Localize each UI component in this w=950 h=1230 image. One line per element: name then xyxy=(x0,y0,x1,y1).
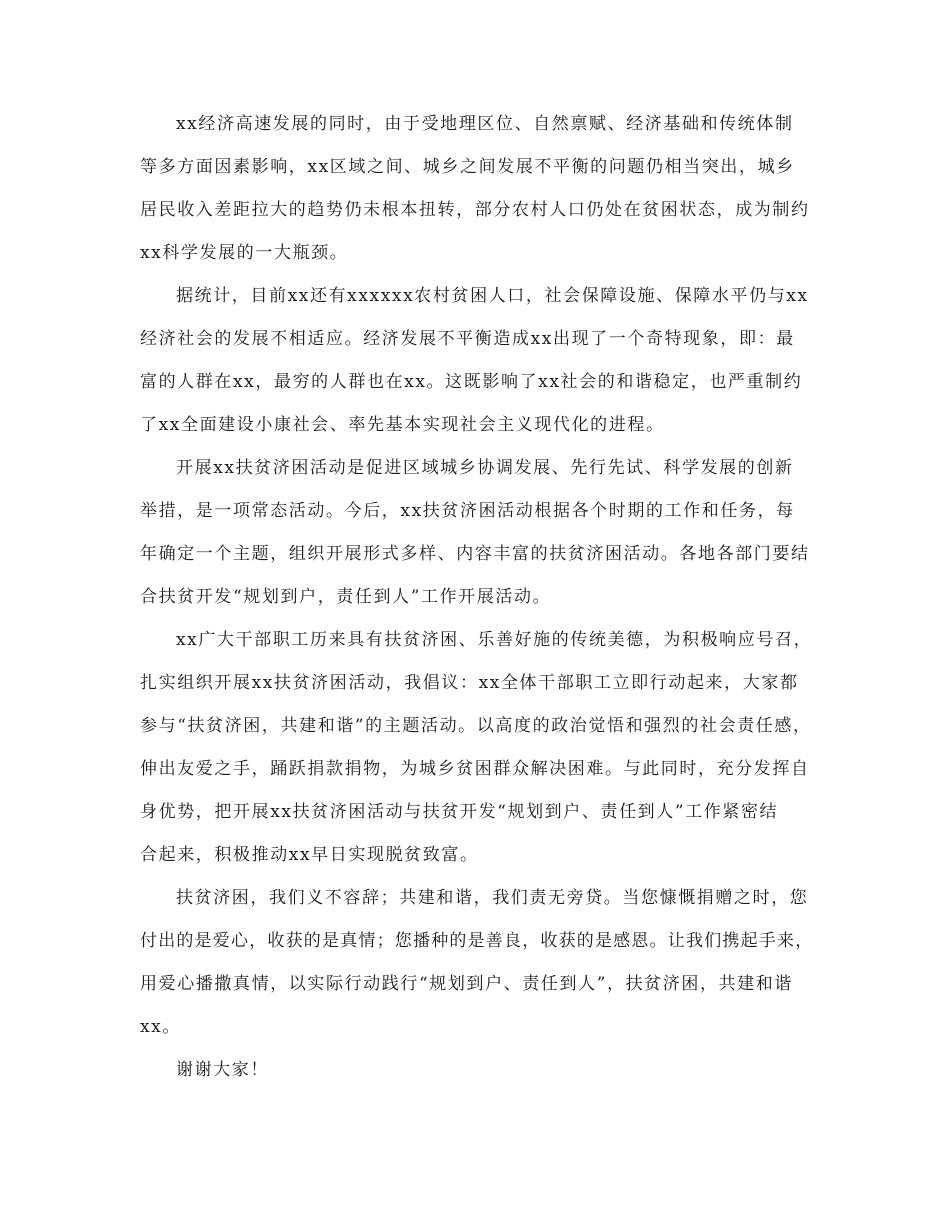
text-line: 付出的是爱心，收获的是真情；您播种的是善良，收获的是感恩。让我们携起手来， xyxy=(140,931,814,951)
text-line: 合扶贫开发“规划到户，责任到人”工作开展活动。 xyxy=(140,587,552,607)
text-line: 了xx全面建设小康社会、率先基本实现社会主义现代化的进程。 xyxy=(140,415,665,435)
text-line: 合起来，积极推动xx早日实现脱贫致富。 xyxy=(140,845,479,865)
text-line: 身优势，把开展xx扶贫济困活动与扶贫开发“规划到户、责任到人”工作紧密结 xyxy=(140,802,779,822)
text-line: xx科学发展的一大瓶颈。 xyxy=(140,243,349,263)
text-line: 富的人群在xx，最穷的人群也在xx。这既影响了xx社会的和谐稳定，也严重制约 xyxy=(140,372,803,392)
text-line: 据统计，目前xx还有xxxxxx农村贫困人口，社会保障设施、保障水平仍与xx xyxy=(176,286,809,306)
text-line: 居民收入差距拉大的趋势仍未根本扭转，部分农村人口仍处在贫困状态，成为制约 xyxy=(140,200,810,220)
text-line: 举措，是一项常态活动。今后，xx扶贫济困活动根据各个时期的工作和任务，每 xyxy=(140,501,795,521)
text-line: 扎实组织开展xx扶贫济困活动，我倡议：xx全体干部职工立即行动起来，大家都 xyxy=(140,673,799,693)
text-line: 等多方面因素影响，xx区域之间、城乡之间发展不平衡的问题仍相当突出，城乡 xyxy=(140,157,795,177)
text-line: 伸出友爱之手，踊跃捐款捐物，为城乡贫困群众解决困难。与此同时，充分发挥自 xyxy=(140,759,810,779)
text-line: 年确定一个主题，组织开展形式多样、内容丰富的扶贫济困活动。各地各部门要结 xyxy=(140,544,810,564)
text-line: 开展xx扶贫济困活动是促进区域城乡协调发展、先行先试、科学发展的创新 xyxy=(176,458,794,478)
text-line: xx经济高速发展的同时，由于受地理区位、自然禀赋、经济基础和传统体制 xyxy=(176,114,794,134)
text-line: 用爱心播撒真情，以实际行动践行“规划到户、责任到人”，扶贫济困，共建和谐 xyxy=(140,974,793,994)
closing-line: 谢谢大家！ xyxy=(176,1060,269,1080)
text-line: 参与“扶贫济困，共建和谐”的主题活动。以高度的政治觉悟和强烈的社会责任感， xyxy=(140,716,812,736)
text-line: 经济社会的发展不相适应。经济发展不平衡造成xx出现了一个奇特现象，即：最 xyxy=(140,329,795,349)
text-line: 扶贫济困，我们义不容辞；共建和谐，我们责无旁贷。当您慷慨捐赠之时，您 xyxy=(176,888,809,908)
text-line: xx。 xyxy=(140,1017,181,1037)
text-line: xx广大干部职工历来具有扶贫济困、乐善好施的传统美德，为积极响应号召， xyxy=(176,630,813,650)
